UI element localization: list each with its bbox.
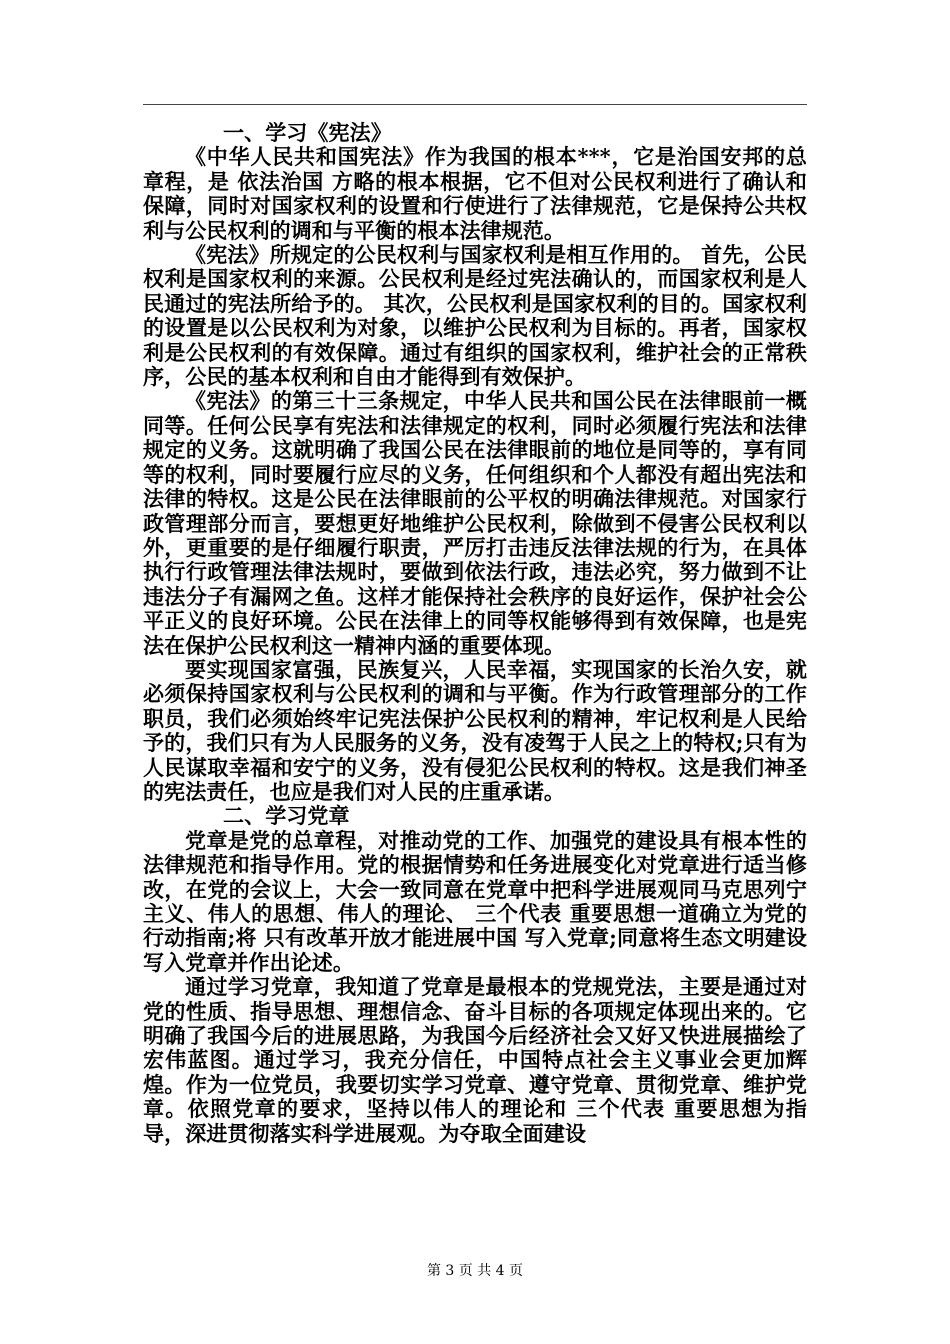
paragraph: 《中华人民共和国宪法》作为我国的根本***，它是治国安邦的总章程，是 依法治国 方略的根本根据，它不但对公民权利进行了确认和保障，同时对国家权利的设置和行使进行了法律规范，它是保持公共权利与公民权利的调和与平衡的根本法律规范。 bbox=[143, 144, 807, 243]
paragraph: 《宪法》所规定的公民权利与国家权利是相互作用的。 首先，公民权利是国家权利的来源。公民权利是经过宪法确认的，而国家权利是人民通过的宪法所给予的。 其次，公民权利是国家权利的目的。国家权利的设置是以公民权利为对象，以维护公民权利为目标的。再者，国家权利是公民权利的有效保障。通过有组织的国家权利，维护社会的正常秩序，公民的基本权利和自由才能得到有效保护。 bbox=[143, 242, 807, 390]
paragraph: 《宪法》的第三十三条规定，中华人民共和国公民在法律眼前一概同等。任何公民享有宪法和法律规定的权利，同时必须履行宪法和法律规定的义务。这就明确了我国公民在法律眼前的地位是同等的，享有同等的权利，同时要履行应尽的义务，任何组织和个人都没有超出宪法和法律的特权。这是公民在法律眼前的公平权的明确法律规范。对国家行政管理部分而言，要想更好地维护公民权利，除做到不侵害公民权利以外，更重要的是仔细履行职责，严厉打击违反法律法规的行为，在具体执行行政管理法律法规时，要做到依法行政，违法必究，努力做到不让违法分子有漏网之鱼。这样才能保持社会秩序的良好运作，保护社会公平正义的良好环境。公民在法律上的同等权能够得到有效保障，也是宪法在保护公民权利这一精神内涵的重要体现。 bbox=[143, 388, 807, 658]
section-heading-constitution: 一、学习《宪法》 bbox=[223, 120, 392, 145]
paragraph: 通过学习党章，我知道了党章是最根本的党规党法，主要是通过对党的性质、指导思想、理想信念、奋斗目标的各项规定体现出来的。它明确了我国今后的进展思路，为我国今后经济社会又好又快进展描绘了宏伟蓝图。通过学习，我充分信任，中国特点社会主义事业会更加辉煌。作为一位党员，我要切实学习党章、遵守党章、贯彻党章、维护党章。依照党章的要求，坚持以伟人的理论和 三个代表 重要思想为指导，深进贯彻落实科学进展观。为夺取全面建设 bbox=[143, 974, 807, 1146]
paragraph: 党章是党的总章程，对推动党的工作、加强党的建设具有根本性的法律规范和指导作用。党的根据情势和任务进展变化对党章进行适当修改，在党的会议上，大会一致同意在党章中把科学进展观同马克思列宁主义、伟人的思想、伟人的理论、 三个代表 重要思想一道确立为党的行动指南;将 只有改革开放才能进展中国 写入党章;同意将生态文明建设写入党章并作出论述。 bbox=[143, 827, 807, 975]
paragraph: 要实现国家富强，民族复兴，人民幸福，实现国家的长治久安，就必须保持国家权利与公民权利的调和与平衡。作为行政管理部分的工作职员，我们必须始终牢记宪法保护公民权利的精神，牢记权利是人民给予的，我们只有为人民服务的义务，没有凌驾于人民之上的特权;只有为人民谋取幸福和安宁的义务，没有侵犯公民权利的特权。这是我们神圣的宪法责任，也应是我们对人民的庄重承诺。 bbox=[143, 656, 807, 804]
page-number-footer: 第 3 页 共 4 页 bbox=[426, 1263, 524, 1279]
document-body bbox=[143, 121, 807, 1146]
section-heading-party-charter: 二、学习党章 bbox=[223, 803, 350, 829]
header-rule bbox=[143, 104, 807, 105]
